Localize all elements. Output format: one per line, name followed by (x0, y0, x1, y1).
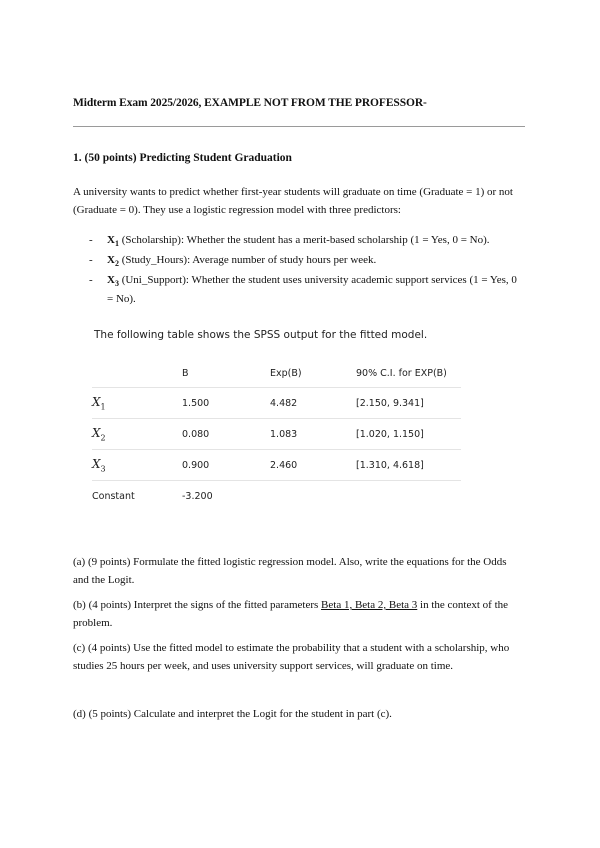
row-label: $X_2$ (92, 419, 182, 450)
table-row (92, 419, 461, 450)
table-row (92, 450, 461, 481)
question-intro: A university wants to predict whether first-year students will graduate on time (Graduate = 1) or not (Graduate = 0). They use a logistic regression model with three predictors: (73, 186, 513, 216)
predictor-var: $X_2$ (107, 254, 119, 269)
part-d: (d) (5 points) Calculate and interpret the Logit for the student in part (c). (73, 708, 392, 720)
predictor-item-2 (73, 253, 525, 271)
cell-ci (356, 481, 461, 512)
table-header-row (92, 359, 461, 388)
table-row (92, 481, 461, 512)
column-header: 90% C.I. for EXP(B) (356, 359, 461, 388)
predictor-item-3 (73, 273, 525, 306)
cell-expb: 4.482 (270, 388, 356, 419)
cell-ci: [1.310, 4.618] (356, 450, 461, 481)
predictor-list (73, 233, 525, 309)
question-heading: 1. (50 points) Predicting Student Graduation (73, 152, 292, 164)
table-caption: The following table shows the SPSS output for the fitted model. (94, 329, 428, 341)
column-header: Exp(B) (270, 359, 356, 388)
beta-underlined: Beta 1, Beta 2, Beta 3 (321, 599, 418, 611)
divider (73, 126, 525, 127)
row-label: $X_1$ (92, 388, 182, 419)
part-a: (a) (9 points) Formulate the fitted logistic regression model. Also, write the equations for the Odds and the Logit. (73, 556, 507, 586)
cell-ci: [1.020, 1.150] (356, 419, 461, 450)
part-c: (c) (4 points) Use the fitted model to estimate the probability that a student with a scholarship, who studies 25 hours per week, and uses university support services, will graduate on time. (73, 642, 510, 672)
cell-expb: 2.460 (270, 450, 356, 481)
predictor-description: (Scholarship): Whether the student has a merit-based scholarship (1 = Yes, 0 = No). (121, 234, 490, 246)
cell-b: 0.900 (182, 450, 270, 481)
predictor-description: (Study_Hours): Average number of study hours per week. (121, 254, 377, 267)
spss-output-table (92, 359, 461, 511)
column-header (92, 359, 182, 388)
predictor-var: $X_3$ (107, 274, 119, 289)
list-dash: - (89, 274, 93, 287)
predictor-description: (Uni_Support): Whether the student uses university academic support services (1 = Yes, 0 = No). (107, 274, 517, 305)
list-dash: - (89, 254, 93, 267)
cell-b: -3.200 (182, 490, 213, 502)
row-label: $X_3$ (92, 450, 182, 481)
exam-title: Midterm Exam 2025/2026, EXAMPLE NOT FROM THE PROFESSOR- (73, 97, 427, 109)
cell-ci: [2.150, 9.341] (356, 388, 461, 419)
column-header: B (182, 359, 270, 388)
list-dash: - (89, 234, 93, 246)
table-row (92, 388, 461, 419)
cell-expb (270, 481, 356, 512)
row-label: Constant (92, 490, 135, 502)
cell-b: 1.500 (182, 388, 270, 419)
predictor-item-1 (73, 233, 525, 251)
part-b: (b) (4 points) Interpret the signs of the fitted parameters Beta 1, Beta 2, Beta 3 in the context of the problem. (73, 599, 509, 629)
cell-expb: 1.083 (270, 419, 356, 450)
predictor-var: $X_1$ (107, 234, 119, 249)
cell-b: 0.080 (182, 419, 270, 450)
